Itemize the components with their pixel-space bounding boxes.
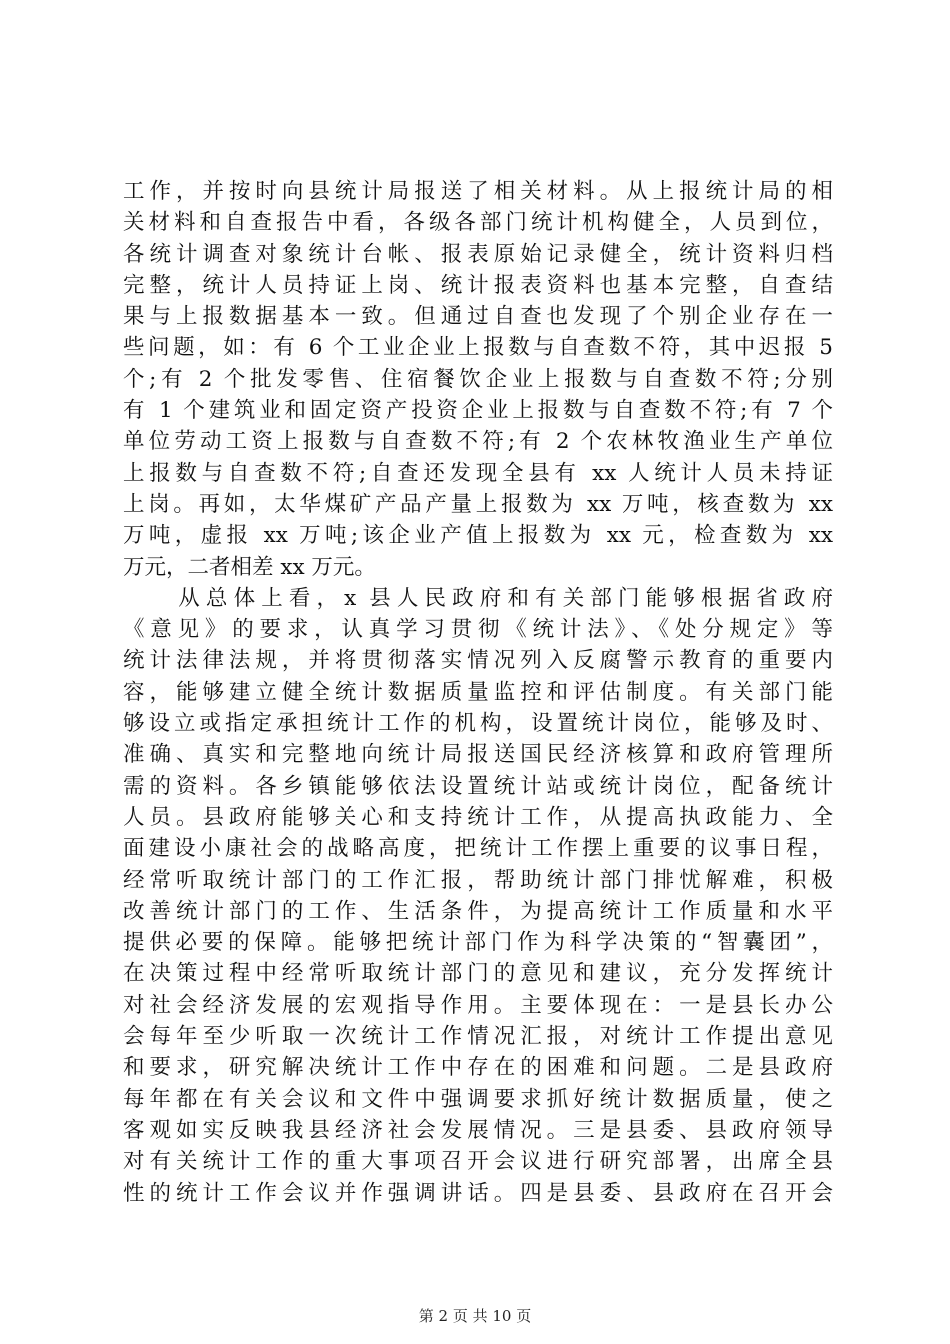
text-line: 单位劳动工资上报数与自查数不符;有 2 个农林牧渔业生产单位 — [123, 429, 833, 455]
text-line: 工作，并按时向县统计局报送了相关材料。从上报统计局的相 — [123, 179, 833, 204]
text-line: 面建设小康社会的战略高度，把统计工作摆上重要的议事日程， — [123, 836, 833, 862]
text-line: 对有关统计工作的重大事项召开会议进行研究部署，出席全县 — [123, 1149, 833, 1175]
paragraph-start-line: 从总体上看，x 县人民政府和有关部门能够根据省政府 — [123, 585, 833, 611]
text-line: 万吨，虚报 xx 万吨;该企业产值上报数为 xx 元，检查数为 xx — [123, 523, 833, 549]
text-line: 客观如实反映我县经济社会发展情况。三是县委、县政府领导 — [123, 1117, 833, 1143]
text-line: 改善统计部门的工作、生活条件，为提高统计工作质量和水平 — [123, 898, 833, 924]
page-number-footer: 第 2 页 共 10 页 — [418, 1307, 532, 1325]
text-line: 些问题，如：有 6 个工业企业上报数与自查数不符，其中迟报 5 — [123, 335, 833, 361]
text-line: 上报数与自查数不符;自查还发现全县有 xx 人统计人员未持证 — [123, 460, 833, 486]
text-line: 《意见》的要求，认真学习贯彻《统计法》、《处分规定》等 — [123, 617, 833, 643]
text-line: 需的资料。各乡镇能够依法设置统计站或统计岗位，配备统计 — [123, 773, 833, 799]
text-line: 和要求，研究解决统计工作中存在的困难和问题。二是县政府 — [123, 1055, 833, 1081]
text-line: 对社会经济发展的宏观指导作用。主要体现在：一是县长办公 — [123, 992, 833, 1018]
text-line: 关材料和自查报告中看，各级各部门统计机构健全，人员到位， — [123, 210, 833, 236]
text-line: 在决策过程中经常听取统计部门的意见和建议，充分发挥统计 — [123, 961, 833, 987]
text-line: 经常听取统计部门的工作汇报，帮助统计部门排忧解难，积极 — [123, 867, 833, 893]
body-text — [123, 176, 833, 1209]
text-line: 统计法律法规，并将贯彻落实情况列入反腐警示教育的重要内 — [123, 648, 833, 674]
text-line: 会每年至少听取一次统计工作情况汇报，对统计工作提出意见 — [123, 1024, 833, 1050]
text-line: 准确、真实和完整地向统计局报送国民经济核算和政府管理所 — [123, 742, 833, 768]
paragraph-end-line: 万元，二者相差 xx 万元。 — [123, 554, 376, 580]
text-line: 有 1 个建筑业和固定资产投资企业上报数与自查数不符;有 7 个 — [123, 398, 833, 424]
text-line: 性的统计工作会议并作强调讲话。四是县委、县政府在召开会 — [123, 1180, 833, 1206]
text-line: 上岗。再如，太华煤矿产品产量上报数为 xx 万吨，核查数为 xx — [123, 491, 833, 517]
text-line: 容，能够建立健全统计数据质量监控和评估制度。有关部门能 — [123, 679, 833, 705]
text-line: 个;有 2 个批发零售、住宿餐饮企业上报数与自查数不符;分别 — [123, 366, 833, 392]
text-line: 人员。县政府能够关心和支持统计工作，从提高执政能力、全 — [123, 804, 833, 830]
text-line: 提供必要的保障。能够把统计部门作为科学决策的“智囊团”， — [123, 930, 833, 956]
text-line: 够设立或指定承担统计工作的机构，设置统计岗位，能够及时、 — [123, 711, 833, 737]
text-line: 完整，统计人员持证上岗、统计报表资料也基本完整，自查结 — [123, 272, 833, 298]
text-line: 各统计调查对象统计台帐、报表原始记录健全，统计资料归档 — [123, 241, 833, 267]
text-line: 果与上报数据基本一致。但通过自查也发现了个别企业存在一 — [123, 304, 833, 330]
text-line: 每年都在有关会议和文件中强调要求抓好统计数据质量，使之 — [123, 1086, 833, 1112]
